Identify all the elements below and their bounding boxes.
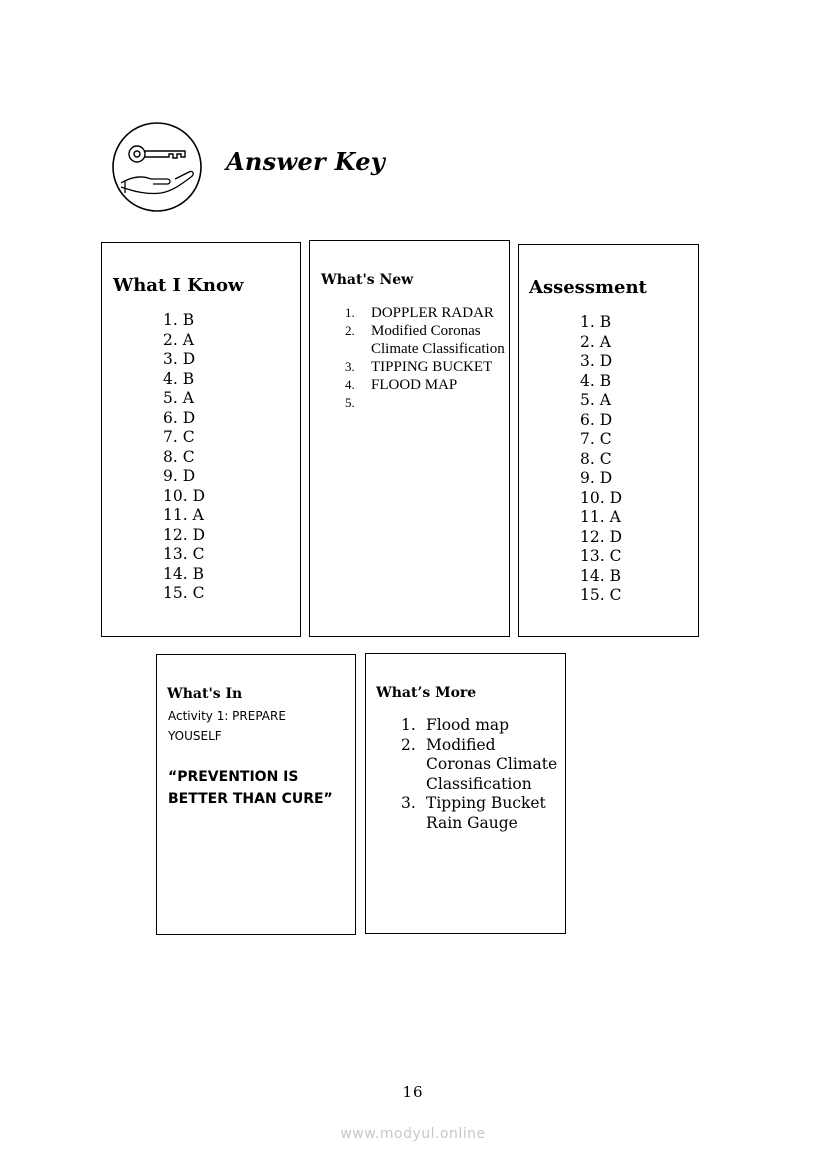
item-number: 5. bbox=[345, 395, 355, 410]
whats-more-list bbox=[401, 716, 561, 834]
item-text: FLOOD MAP bbox=[371, 377, 458, 393]
list-item: 8. C bbox=[580, 449, 612, 468]
whats-more-heading: What’s More bbox=[376, 685, 477, 701]
list-item: 2. A bbox=[580, 332, 611, 351]
list-item: 13. C bbox=[163, 545, 205, 563]
activity-line: Activity 1: PREPARE bbox=[168, 709, 286, 723]
list-item: 3. D bbox=[580, 352, 613, 370]
whats-in-box bbox=[156, 654, 356, 935]
list-item: 9. D bbox=[580, 469, 613, 487]
item-text: Modified Coronas Climate Classification bbox=[426, 735, 558, 793]
whats-in-heading: What's In bbox=[167, 686, 243, 702]
list-item: 1. B bbox=[163, 311, 195, 329]
list-item: 14. B bbox=[580, 566, 621, 585]
item-text: DOPPLER RADAR bbox=[371, 305, 494, 321]
whats-more-box bbox=[365, 653, 566, 934]
list-item bbox=[401, 794, 561, 833]
key-in-hand-icon bbox=[111, 121, 203, 213]
whats-new-box bbox=[309, 240, 510, 637]
list-item: 4. B bbox=[580, 371, 612, 390]
list-item bbox=[401, 736, 561, 795]
item-text: Tipping Bucket Rain Gauge bbox=[426, 794, 546, 832]
page-number: 16 bbox=[402, 1083, 424, 1101]
whats-new-list bbox=[345, 304, 505, 410]
list-item: 15. C bbox=[580, 586, 622, 604]
list-item: 1. B bbox=[580, 313, 612, 331]
list-item: 11. A bbox=[580, 508, 621, 526]
item-number: 3. bbox=[345, 359, 355, 374]
page-title: Answer Key bbox=[226, 147, 386, 176]
list-item: 3. D bbox=[163, 350, 196, 368]
item-number: 2. bbox=[345, 323, 355, 338]
list-item: 6. D bbox=[580, 410, 613, 429]
list-item: 8. C bbox=[163, 447, 195, 466]
item-text: Modified Coronas Climate Classification bbox=[371, 323, 505, 357]
list-item bbox=[401, 716, 561, 736]
list-item: 4. B bbox=[163, 369, 195, 388]
assessment-box bbox=[518, 244, 699, 637]
activity-line: YOUSELF bbox=[168, 729, 222, 743]
list-item bbox=[345, 358, 505, 376]
whats-new-heading: What's New bbox=[321, 272, 414, 288]
item-number: 1. bbox=[345, 305, 355, 320]
list-item: 14. B bbox=[163, 564, 204, 583]
item-text: TIPPING BUCKET bbox=[371, 359, 493, 375]
list-item: 10. D bbox=[580, 488, 623, 507]
quote-text: “PREVENTION IS BETTER THAN CURE” bbox=[168, 769, 333, 807]
list-item bbox=[345, 304, 505, 322]
assessment-list bbox=[580, 313, 622, 606]
list-item: 7. C bbox=[580, 430, 612, 448]
list-item: 6. D bbox=[163, 408, 196, 427]
item-number: 4. bbox=[345, 377, 355, 392]
list-item: 5. A bbox=[163, 389, 194, 407]
item-text: Flood map bbox=[426, 716, 510, 734]
item-number: 2. bbox=[401, 735, 416, 754]
list-item: 2. A bbox=[163, 330, 194, 349]
watermark: www.modyul.online bbox=[340, 1126, 486, 1142]
list-item: 7. C bbox=[163, 428, 195, 446]
list-item: 5. A bbox=[580, 391, 611, 409]
what-i-know-heading: What I Know bbox=[113, 275, 244, 296]
list-item: 12. D bbox=[163, 525, 206, 544]
item-number: 3. bbox=[401, 794, 416, 813]
list-item: 12. D bbox=[580, 527, 623, 546]
what-i-know-list bbox=[163, 311, 205, 604]
list-item: 13. C bbox=[580, 547, 622, 565]
list-item: 10. D bbox=[163, 486, 206, 505]
list-item: 11. A bbox=[163, 506, 204, 524]
list-item bbox=[345, 322, 505, 358]
list-item: 15. C bbox=[163, 584, 205, 602]
what-i-know-box bbox=[101, 242, 301, 637]
list-item: 9. D bbox=[163, 467, 196, 485]
assessment-heading: Assessment bbox=[529, 277, 647, 298]
item-number: 1. bbox=[401, 716, 416, 734]
list-item bbox=[345, 376, 505, 394]
